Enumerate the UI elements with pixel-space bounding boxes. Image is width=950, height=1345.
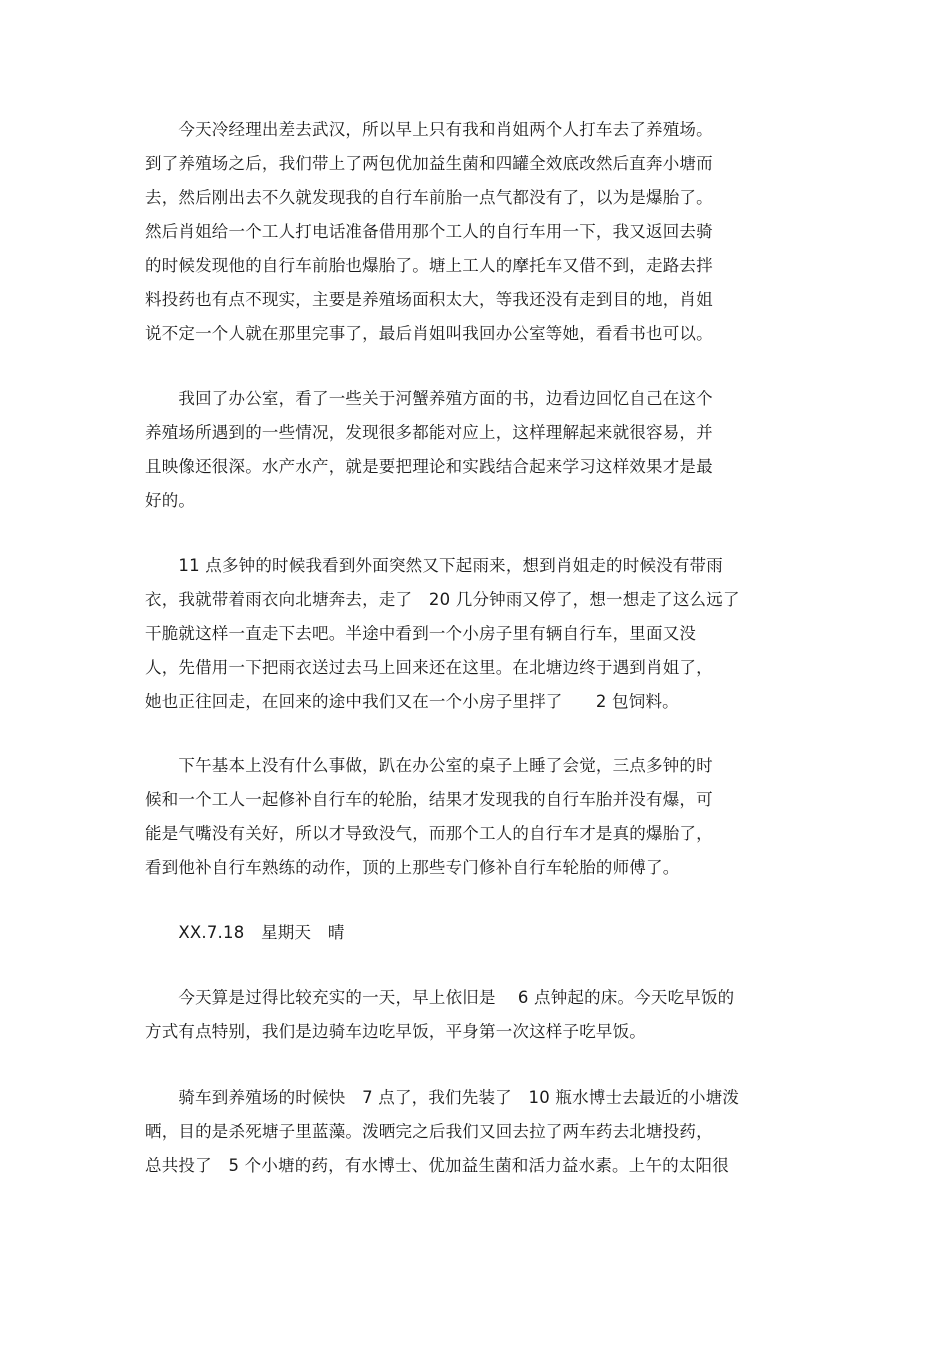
text-line: 养殖场所遇到的一些情况，发现很多都能对应上，这样理解起来就很容易，并 — [145, 423, 713, 442]
text-line: 11 点多钟的时候我看到外面突然又下起雨来，想到肖姐走的时候没有带雨 — [145, 556, 723, 575]
text-line: 今天冷经理出差去武汉，所以早上只有我和肖姐两个人打车去了养殖场。 — [145, 120, 713, 139]
text-line: 好的。 — [145, 491, 196, 510]
text-line: 说不定一个人就在那里完事了，最后肖姐叫我回办公室等她，看看书也可以。 — [145, 324, 713, 343]
text-line: 下午基本上没有什么事做，趴在办公室的桌子上睡了会觉，三点多钟的时 — [145, 756, 713, 775]
text-line: 且映像还很深。水产水产，就是要把理论和实践结合起来学习这样效果才是最 — [145, 457, 713, 476]
text-line: 看到他补自行车熟练的动作，顶的上那些专门修补自行车轮胎的师傅了。 — [145, 858, 680, 877]
text-line: 今天算是过得比较充实的一天，早上依旧是 6 点钟起的床。今天吃早饭的 — [145, 988, 735, 1007]
text-line: 总共投了 5 个小塘的药，有水博士、优加益生菌和活力益水素。上午的太阳很 — [145, 1156, 729, 1175]
text-line: 她也正往回走，在回来的途中我们又在一个小房子里拌了 2 包饲料。 — [145, 692, 679, 711]
text-line: 方式有点特别，我们是边骑车边吃早饭，平身第一次这样子吃早饭。 — [145, 1022, 646, 1041]
text-line: 料投药也有点不现实，主要是养殖场面积太大，等我还没有走到目的地，肖姐 — [145, 290, 713, 309]
text-line: 我回了办公室，看了一些关于河蟹养殖方面的书，边看边回忆自己在这个 — [145, 389, 713, 408]
text-line: 骑车到养殖场的时候快 7 点了，我们先装了 10 瓶水博士去最近的小塘泼 — [145, 1088, 740, 1107]
text-line: 到了养殖场之后，我们带上了两包优加益生菌和四罐全效底改然后直奔小塘而 — [145, 154, 713, 173]
text-line: 候和一个工人一起修补自行车的轮胎，结果才发现我的自行车胎并没有爆，可 — [145, 790, 713, 809]
text-line: XX.7.18 星期天 晴 — [145, 923, 345, 942]
text-line: 然后肖姐给一个工人打电话准备借用那个工人的自行车用一下，我又返回去骑 — [145, 222, 713, 241]
text-line: 衣，我就带着雨衣向北塘奔去，走了 20 几分钟雨又停了，想一想走了这么远了 — [145, 590, 740, 609]
text-line: 能是气嘴没有关好，所以才导致没气，而那个工人的自行车才是真的爆胎了， — [145, 824, 713, 843]
text-line: 的时候发现他的自行车前胎也爆胎了。塘上工人的摩托车又借不到，走路去拌 — [145, 256, 713, 275]
text-line: 干脆就这样一直走下去吧。半途中看到一个小房子里有辆自行车，里面又没 — [145, 624, 697, 643]
text-line: 人，先借用一下把雨衣送过去马上回来还在这里。在北塘边终于遇到肖姐了， — [145, 658, 713, 677]
text-line: 晒，目的是杀死塘子里蓝藻。泼晒完之后我们又回去拉了两车药去北塘投药， — [145, 1122, 713, 1141]
text-line: 去，然后刚出去不久就发现我的自行车前胎一点气都没有了，以为是爆胎了。 — [145, 188, 713, 207]
